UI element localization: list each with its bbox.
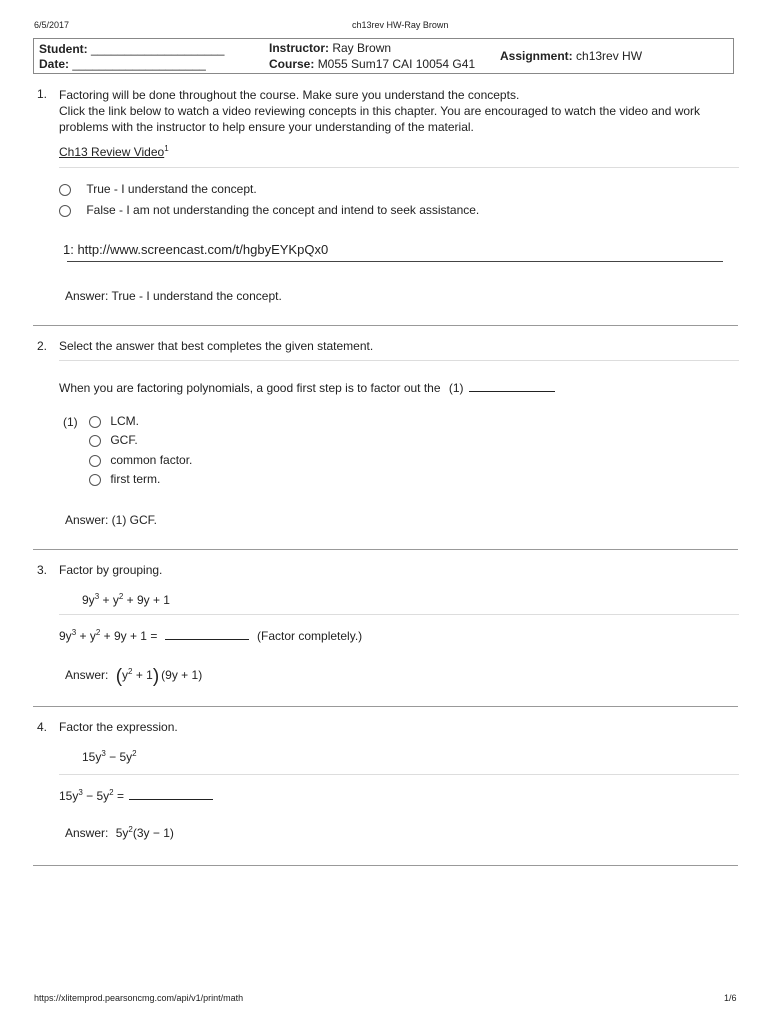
q1-link-footnote-mark: 1 xyxy=(164,144,169,153)
q2-radio-a[interactable] xyxy=(89,416,101,428)
instructor-row xyxy=(269,41,391,56)
print-date: 6/5/2017 xyxy=(34,20,70,30)
q4-ans-exp: 2 xyxy=(128,825,133,834)
q4-answer-row xyxy=(65,826,174,840)
q3-eq-tail: + 9y + 1 = xyxy=(100,629,158,643)
date-label: Date: xyxy=(39,57,70,71)
q3-separator xyxy=(59,614,739,615)
student-value: ____________________ xyxy=(91,42,225,56)
q1-line1: Factoring will be done throughout the course. Make sure you understand the concepts. xyxy=(59,88,520,102)
q3-ans-var: y xyxy=(122,668,129,682)
q2-prompt: Select the answer that best completes the given statement. xyxy=(59,339,374,353)
q2-radio-d[interactable] xyxy=(89,474,101,486)
q3-eq-exp1: 3 xyxy=(71,628,77,637)
q4-eq-term1: 15y xyxy=(59,789,79,803)
q2-choice-a-label: LCM. xyxy=(110,414,140,428)
q1-divider xyxy=(33,325,738,326)
q1-answer: Answer: True - I understand the concept. xyxy=(65,289,282,303)
q3-ans-open-paren: ( xyxy=(115,666,123,687)
q1-link-text[interactable]: Ch13 Review Video xyxy=(59,145,165,159)
q3-divider xyxy=(33,706,738,707)
q2-choice-b[interactable] xyxy=(89,433,138,447)
q3-expr-term3: + 9y + 1 xyxy=(123,593,170,607)
student-label: Student: xyxy=(39,42,88,56)
q3-ans-plus: + 1 xyxy=(132,668,153,682)
q1-footnote-url[interactable]: 1: http://www.screencast.com/t/hgbyEYKpQx0 xyxy=(63,242,329,257)
q2-divider xyxy=(33,549,738,550)
assignment-label: Assignment: xyxy=(500,49,573,63)
q1-footnote-rule xyxy=(67,261,723,262)
q3-ans-close-paren: ) xyxy=(152,666,160,687)
instructor-label: Instructor: xyxy=(269,41,329,55)
q3-answer-blank xyxy=(165,628,249,640)
print-title: ch13rev HW-Ray Brown xyxy=(352,20,449,30)
q2-blank xyxy=(469,380,555,392)
q3-expr-exp2: 2 xyxy=(118,592,124,601)
course-row xyxy=(269,57,475,72)
instructor-value: Ray Brown xyxy=(332,41,392,55)
q4-answer-label: Answer: xyxy=(65,826,109,840)
q4-answer-blank xyxy=(129,788,213,800)
q2-statement-row xyxy=(59,380,555,395)
q1-line2: Click the link below to watch a video reviewing concepts in this chapter. You are encouraged to watch the video and work xyxy=(59,104,701,118)
q3-prompt: Factor by grouping. xyxy=(59,563,163,577)
q3-eq-exp2: 2 xyxy=(95,628,101,637)
q3-equation xyxy=(59,628,362,643)
q4-expr-exp2: 2 xyxy=(132,749,137,758)
q4-ans-factor: (3y − 1) xyxy=(132,826,174,840)
q1-line3: problems with the instructor to help ensure your understanding of the material. xyxy=(59,120,474,134)
q3-answer-label: Answer: xyxy=(65,668,109,682)
q4-equation xyxy=(59,788,213,803)
q4-eq-term2: − 5y xyxy=(82,789,110,803)
q1-radio-true[interactable] xyxy=(59,184,71,196)
date-row xyxy=(39,57,206,72)
q4-expr-term2: − 5y xyxy=(105,750,133,764)
footer-url[interactable]: https://xlitemprod.pearsoncmg.com/api/v1/print/math xyxy=(34,993,244,1003)
q4-eq-exp2: 2 xyxy=(109,788,114,797)
q2-separator xyxy=(59,360,739,361)
q2-choices-label: (1) xyxy=(63,415,78,429)
footer-page-number: 1/6 xyxy=(724,993,737,1003)
q2-statement: When you are factoring polynomials, a good first step is to factor out the xyxy=(59,381,441,395)
date-value: ____________________ xyxy=(72,57,206,71)
q2-choice-a[interactable] xyxy=(89,414,139,428)
q1-option-true[interactable] xyxy=(59,182,257,196)
assignment-row xyxy=(500,49,642,64)
q3-expr-exp1: 3 xyxy=(94,592,100,601)
course-value: M055 Sum17 CAI 10054 G41 xyxy=(317,57,476,71)
assignment-value: ch13rev HW xyxy=(576,49,643,63)
q3-ans-factor2: (9y + 1) xyxy=(161,668,203,682)
course-label: Course: xyxy=(269,57,315,71)
q3-expr-term2: + y xyxy=(99,593,119,607)
q3-answer-row xyxy=(65,667,202,686)
q1-video-link[interactable] xyxy=(59,145,169,159)
q2-choice-b-label: GCF. xyxy=(110,433,138,447)
q2-blank-label: (1) xyxy=(448,381,464,395)
q4-eq-exp1: 3 xyxy=(78,788,83,797)
q3-number: 3. xyxy=(37,563,48,577)
q1-separator xyxy=(59,167,739,168)
q1-option-true-label: True - I understand the concept. xyxy=(86,182,257,196)
q1-option-false[interactable] xyxy=(59,203,479,217)
q3-ans-exp: 2 xyxy=(128,667,133,676)
q1-option-false-label: False - I am not understanding the concept and intend to seek assistance. xyxy=(86,203,480,217)
q2-number: 2. xyxy=(37,339,48,353)
q2-choice-d[interactable] xyxy=(89,472,160,486)
q2-radio-c[interactable] xyxy=(89,455,101,467)
q4-expr-exp1: 3 xyxy=(101,749,106,758)
q4-ans-term: 5y xyxy=(115,826,129,840)
assignment-info-box xyxy=(33,38,734,74)
q3-eq-term2: + y xyxy=(76,629,96,643)
q1-radio-false[interactable] xyxy=(59,205,71,217)
q1-number: 1. xyxy=(37,87,48,101)
q4-divider xyxy=(33,865,738,866)
q4-eq-tail: = xyxy=(113,789,124,803)
q2-choice-c-label: common factor. xyxy=(110,453,193,467)
q2-answer: Answer: (1) GCF. xyxy=(65,513,158,527)
q4-expr-term1: 15y xyxy=(82,750,102,764)
q3-eq-term1: 9y xyxy=(59,629,72,643)
student-row xyxy=(39,42,224,57)
q4-separator xyxy=(59,774,739,775)
q2-choice-c[interactable] xyxy=(89,453,192,467)
q2-choice-d-label: first term. xyxy=(110,472,161,486)
q3-hint: (Factor completely.) xyxy=(257,629,363,643)
q4-expression xyxy=(82,750,137,764)
q4-prompt: Factor the expression. xyxy=(59,720,178,734)
q2-radio-b[interactable] xyxy=(89,435,101,447)
q1-text xyxy=(59,87,700,135)
q3-expression xyxy=(82,593,170,607)
q3-expr-term1: 9y xyxy=(82,593,95,607)
q4-number: 4. xyxy=(37,720,48,734)
